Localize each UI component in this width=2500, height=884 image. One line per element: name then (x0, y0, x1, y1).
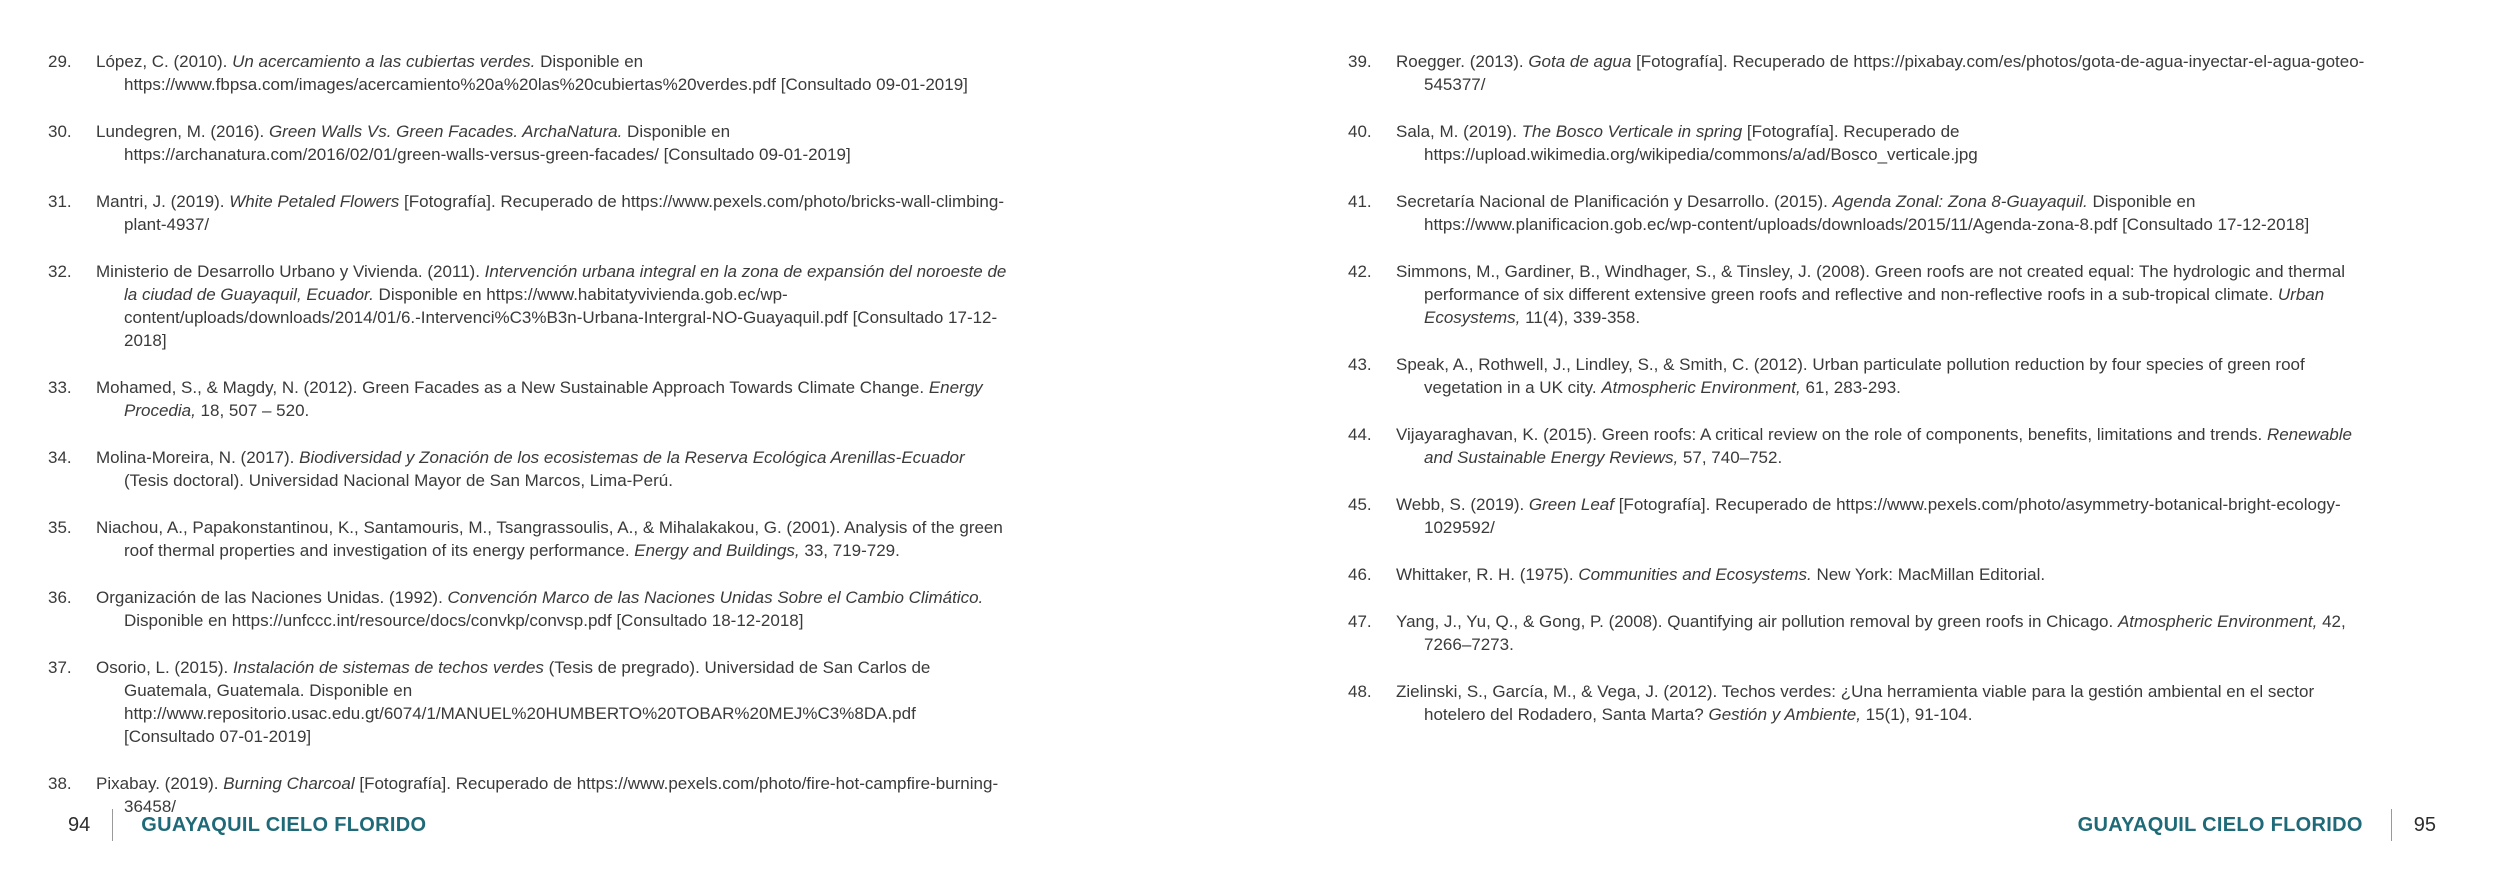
reference-title: Instalación de sistemas de techos verdes (233, 658, 544, 677)
reference-number: 32. (48, 262, 72, 281)
reference-title: Energy Procedia, (124, 378, 983, 420)
reference-number: 40. (1348, 122, 1372, 141)
reference-entry (48, 446, 1008, 492)
reference-title: Communities and Ecosystems. (1578, 565, 1812, 584)
right-page-footer (2078, 808, 2436, 842)
reference-text-part: Simmons, M., Gardiner, B., Windhager, S., & Tinsley, J. (2008). Green roofs are not created equal: The hydrologic and thermal performance of six different extensive green roofs and reflective and non-reflective roofs in a sub-tropical climate. (1396, 262, 2345, 304)
reference-number: 45. (1348, 495, 1372, 514)
reference-title: Intervención urbana integral en la zona de expansión del noroeste de la ciudad de Guayaquil, Ecuador. (124, 262, 1007, 304)
reference-text-part: 42, 7266–7273. (1424, 612, 2346, 654)
reference-text-part: 18, 507 – 520. (195, 401, 310, 420)
reference-text-part: (Tesis de pregrado). Universidad de San Carlos de Guatemala, Guatemala. Disponible en http://www.repositorio.usac.edu.gt/6074/1/MANUEL%20HUMBERTO%20TOBAR%20MEJ%C3%8DA.pdf [Consultado 07-01-2019] (124, 658, 931, 746)
reference-number: 31. (48, 192, 72, 211)
reference-title: Green Leaf (1528, 495, 1614, 514)
reference-number: 30. (48, 122, 72, 141)
reference-text-part: Ministerio de Desarrollo Urbano y Vivienda. (2011). (96, 262, 485, 281)
reference-entry (48, 190, 1008, 236)
reference-text (1396, 353, 2368, 399)
reference-text-part: Sala, M. (2019). (1396, 122, 1522, 141)
reference-entry (1348, 493, 2368, 539)
reference-title: Green Walls Vs. Green Facades. ArchaNatura. (268, 122, 623, 141)
reference-title: Un acercamiento a las cubiertas verdes. (232, 52, 536, 71)
reference-text-part: 33, 719-729. (799, 541, 900, 560)
reference-entry (48, 516, 1008, 562)
reference-number: 46. (1348, 565, 1372, 584)
reference-title: Gestión y Ambiente, (1708, 705, 1861, 724)
reference-number: 29. (48, 52, 72, 71)
reference-number: 39. (1348, 52, 1372, 71)
reference-text-part: Disponible en https://www.fbpsa.com/images/acercamiento%20a%20las%20cubiertas%20verdes.pdf [Consultado 09-01-2019] (124, 52, 968, 94)
reference-text (1396, 610, 2368, 656)
running-title: GUAYAQUIL CIELO FLORIDO (2077, 813, 2363, 836)
reference-text-part: 61, 283-293. (1800, 378, 1901, 397)
reference-title: Renewable and Sustainable Energy Reviews, (1424, 425, 2352, 467)
reference-text-part: Yang, J., Yu, Q., & Gong, P. (2008). Quantifying air pollution removal by green roofs in Chicago. (1396, 612, 2118, 631)
reference-number: 48. (1348, 682, 1372, 701)
reference-entry (48, 656, 1008, 748)
reference-text-part: Organización de las Naciones Unidas. (1992). (96, 588, 448, 607)
reference-text-part: Secretaría Nacional de Planificación y Desarrollo. (2015). (1396, 192, 1833, 211)
reference-text-part: 57, 740–752. (1678, 448, 1783, 467)
reference-entry (1348, 563, 2368, 586)
reference-number: 44. (1348, 425, 1372, 444)
reference-number: 41. (1348, 192, 1372, 211)
reference-number: 36. (48, 588, 72, 607)
footer-divider (112, 809, 113, 841)
reference-text-part: Zielinski, S., García, M., & Vega, J. (2012). Techos verdes: ¿Una herramienta viable para la gestión ambiental en el sector hotelero del Rodadero, Santa Marta? (1396, 682, 2315, 724)
reference-number: 34. (48, 448, 72, 467)
reference-text-part: Roegger. (2013). (1396, 52, 1529, 71)
page-number: 95 (2413, 813, 2436, 836)
reference-number: 47. (1348, 612, 1372, 631)
reference-text (1396, 563, 2368, 586)
reference-number: 37. (48, 658, 72, 677)
reference-text (96, 190, 1008, 236)
reference-text-part: Mantri, J. (2019). (96, 192, 230, 211)
reference-text-part: Whittaker, R. H. (1975). (1396, 565, 1579, 584)
reference-entry (48, 586, 1008, 632)
reference-text (1396, 493, 2368, 539)
reference-text-part: [Fotografía]. Recuperado de https://pixabay.com/es/photos/gota-de-agua-inyectar-el-agua-goteo-545377/ (1424, 52, 2365, 94)
reference-text-part: Vijayaraghavan, K. (2015). Green roofs: A critical review on the role of components, benefits, limitations and trends. (1396, 425, 2267, 444)
reference-text-part: [Fotografía]. Recuperado de https://www.pexels.com/photo/asymmetry-botanical-bright-ecology-1029592/ (1424, 495, 2341, 537)
reference-text (96, 656, 1008, 748)
reference-number: 43. (1348, 355, 1372, 374)
reference-entry (1348, 680, 2368, 726)
reference-title: White Petaled Flowers (229, 192, 400, 211)
reference-entry (1348, 610, 2368, 656)
reference-entry (1348, 423, 2368, 469)
reference-title: Agenda Zonal: Zona 8-Guayaquil. (1832, 192, 2088, 211)
reference-text-part: Niachou, A., Papakonstantinou, K., Santamouris, M., Tsangrassoulis, A., & Mihalakakou, G. (2001). Analysis of the green roof thermal properties and investigation of its energy performance. (96, 518, 1003, 560)
reference-entry (48, 50, 1008, 96)
reference-text-part: Webb, S. (2019). (1396, 495, 1529, 514)
reference-entry (1348, 353, 2368, 399)
reference-title: Energy and Buildings, (634, 541, 800, 560)
reference-text-part: New York: MacMillan Editorial. (1811, 565, 2046, 584)
reference-text (1396, 190, 2368, 236)
reference-title: Gota de agua (1528, 52, 1632, 71)
reference-title: The Bosco Verticale in spring (1521, 122, 1743, 141)
reference-entry (1348, 260, 2368, 329)
left-page-footer (68, 808, 426, 842)
reference-text-part: Mohamed, S., & Magdy, N. (2012). Green Facades as a New Sustainable Approach Towards Climate Change. (96, 378, 929, 397)
reference-number: 35. (48, 518, 72, 537)
reference-number: 42. (1348, 262, 1372, 281)
reference-number: 33. (48, 378, 72, 397)
reference-title: Atmospheric Environment, (1601, 378, 1801, 397)
reference-text (1396, 680, 2368, 726)
reference-text (96, 376, 1008, 422)
reference-entry (1348, 50, 2368, 96)
reference-entry (1348, 120, 2368, 166)
reference-text-part: Osorio, L. (2015). (96, 658, 234, 677)
reference-text-part: [Fotografía]. Recuperado de https://www.pexels.com/photo/fire-hot-campfire-burning-36458/ (124, 774, 999, 816)
reference-text-part: Disponible en https://www.planificacion.gob.ec/wp-content/uploads/downloads/2015/11/Agenda-zona-8.pdf [Consultado 17-12-2018] (1424, 192, 2310, 234)
reference-text-part: Lundegren, M. (2016). (96, 122, 269, 141)
reference-text-part: Disponible en https://archanatura.com/2016/02/01/green-walls-versus-green-facades/ [Consultado 09-01-2019] (124, 122, 851, 164)
reference-text-part: Disponible en https://www.habitatyvivienda.gob.ec/wp-content/uploads/downloads/2014/01/6.-Intervenci%C3%B3n-Urbana-Intergral-NO-Guayaquil.pdf [Consultado 17-12-2018] (124, 285, 998, 350)
right-page-references (1348, 50, 2368, 750)
reference-text-part: (Tesis doctoral). Universidad Nacional Mayor de San Marcos, Lima-Perú. (124, 471, 673, 490)
reference-number: 38. (48, 774, 72, 793)
reference-text-part: López, C. (2010). (96, 52, 233, 71)
reference-text (96, 260, 1008, 352)
reference-text (96, 446, 1008, 492)
reference-text-part: [Fotografía]. Recuperado de https://upload.wikimedia.org/wikipedia/commons/a/ad/Bosco_verticale.jpg (1424, 122, 1978, 164)
reference-entry (1348, 190, 2368, 236)
reference-text (96, 516, 1008, 562)
reference-title: Urban Ecosystems, (1424, 285, 2325, 327)
reference-title: Convención Marco de las Naciones Unidas Sobre el Cambio Climático. (447, 588, 984, 607)
reference-title: Burning Charcoal (223, 774, 355, 793)
reference-text (1396, 120, 2368, 166)
reference-text (1396, 423, 2368, 469)
reference-text-part: Speak, A., Rothwell, J., Lindley, S., & Smith, C. (2012). Urban particulate pollution reduction by four species of green roof vegetation in a UK city. (1396, 355, 2305, 397)
page-number: 94 (68, 813, 91, 836)
reference-text (96, 120, 1008, 166)
left-page-references (48, 50, 1008, 842)
reference-text-part: 15(1), 91-104. (1860, 705, 1973, 724)
reference-text (1396, 50, 2368, 96)
reference-entry (48, 120, 1008, 166)
reference-text (96, 50, 1008, 96)
reference-title: Atmospheric Environment, (2117, 612, 2318, 631)
reference-text-part: Molina-Moreira, N. (2017). (96, 448, 300, 467)
reference-text (1396, 260, 2368, 329)
reference-title: Biodiversidad y Zonación de los ecosistemas de la Reserva Ecológica Arenillas-Ecuador (299, 448, 965, 467)
footer-divider (2391, 809, 2392, 841)
reference-text (96, 586, 1008, 632)
reference-text-part: 11(4), 339-358. (1520, 308, 1641, 327)
reference-text-part: [Fotografía]. Recuperado de https://www.pexels.com/photo/bricks-wall-climbing-plant-4937/ (124, 192, 1005, 234)
reference-text-part: Disponible en https://unfccc.int/resource/docs/convkp/convsp.pdf [Consultado 18-12-2018] (124, 611, 804, 630)
running-title: GUAYAQUIL CIELO FLORIDO (141, 813, 427, 836)
reference-text-part: Pixabay. (2019). (96, 774, 224, 793)
reference-entry (48, 260, 1008, 352)
reference-entry (48, 376, 1008, 422)
